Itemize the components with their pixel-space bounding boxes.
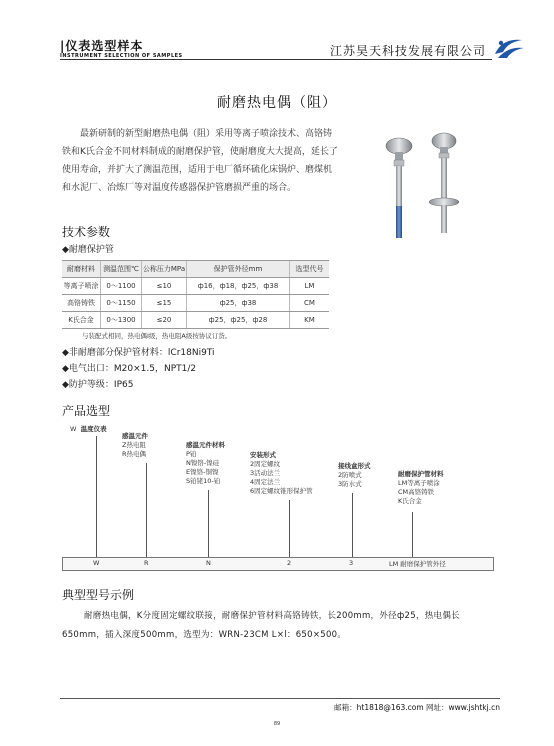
install-option: 2固定螺纹 bbox=[250, 460, 281, 468]
tube-material-option: CM高铬铸铁 bbox=[398, 488, 435, 496]
footer-contact: 邮箱：ht1818@163.com 网址：www.jshtkj.cn bbox=[334, 703, 500, 712]
material-option: S铂铑10-铂 bbox=[186, 477, 221, 485]
tech-heading: 技术参数 bbox=[62, 225, 111, 239]
series-title bbox=[60, 40, 183, 59]
selection-col-material bbox=[186, 441, 225, 486]
page-title: 耐磨热电偶（阻） bbox=[217, 95, 337, 111]
code-install: 2 bbox=[287, 559, 292, 567]
protect-tube-heading: ◆耐磨保护管 bbox=[62, 245, 114, 255]
tube-material-option: K氏合金 bbox=[398, 497, 422, 505]
connector-line bbox=[412, 512, 413, 557]
table-cell: CM bbox=[290, 295, 330, 312]
table-cell: ф25，ф38 bbox=[187, 295, 290, 312]
table-note: 与装配式相同，热电偶Ⅰ级，热电阻A级按协议订货。 bbox=[82, 332, 232, 340]
footer-rule bbox=[60, 698, 500, 699]
product-photo bbox=[372, 124, 500, 242]
selection-col-install bbox=[250, 451, 313, 496]
table-row bbox=[62, 278, 329, 295]
series-title-cn: |仪表选型样本 bbox=[60, 39, 144, 53]
element-option: R热电偶 bbox=[122, 450, 147, 458]
table-cell: 高铬铸铁 bbox=[62, 295, 101, 312]
table-cell: KM bbox=[290, 312, 330, 329]
install-option: 3活动法兰 bbox=[250, 469, 281, 477]
table-cell: ф16，ф18，ф25，ф38 bbox=[187, 278, 290, 295]
table-header-cell: 耐磨材料 bbox=[62, 261, 101, 278]
junction-box-option: 3防水式 bbox=[338, 480, 362, 488]
series-title-en: INSTRUMENT SELECTION OF SAMPLES bbox=[60, 53, 183, 59]
table-row bbox=[62, 312, 329, 329]
connector-line bbox=[146, 463, 147, 557]
selection-heading: 产品选型 bbox=[62, 404, 111, 418]
table-cell: ≤15 bbox=[142, 295, 187, 312]
element-heading: 感温元件 bbox=[122, 432, 148, 440]
table-header-cell: 测温范围℃ bbox=[101, 261, 142, 278]
table-cell: 0～1300 bbox=[101, 312, 142, 329]
code-instrument: W bbox=[93, 559, 100, 567]
connector-line bbox=[208, 490, 209, 557]
connector-line bbox=[96, 436, 97, 557]
table-cell: K氏合金 bbox=[62, 312, 101, 329]
company-name: 江苏昊天科技发展有限公司 bbox=[329, 44, 486, 58]
table-row bbox=[62, 295, 329, 312]
code-material: N bbox=[206, 559, 211, 567]
table-header-cell: 公称压力MPa bbox=[142, 261, 187, 278]
header-rule bbox=[60, 59, 492, 60]
table-cell: 0～1150 bbox=[101, 295, 142, 312]
tube-material-heading: 耐磨保护管材料 bbox=[398, 470, 444, 478]
selection-col-tube-material bbox=[398, 470, 444, 506]
table-header-cell: 选型代号 bbox=[290, 261, 330, 278]
example-paragraph: 耐磨热电偶，K分度固定螺纹联接，耐磨保护管材料高铬铸铁，长200mm，外径ф25，热电偶长650mm，插入深度500mm，选型为：WRN-23CM L×l：650×500。 bbox=[62, 611, 460, 640]
table-cell: ≤10 bbox=[142, 278, 187, 295]
junction-box-option: 2防喷式 bbox=[338, 471, 362, 479]
table-cell: LM bbox=[290, 278, 330, 295]
selection-col-instrument bbox=[70, 425, 107, 434]
table-cell: ≤20 bbox=[142, 312, 187, 329]
company-logo bbox=[492, 34, 526, 62]
code-junction-box: 3 bbox=[349, 559, 354, 567]
electrical-outlet-bullet: ◆电气出口：M20×1.5，NPT1/2 bbox=[62, 364, 197, 374]
install-option: 6固定螺纹锥形保护管 bbox=[250, 487, 313, 495]
material-option: E镍铬-铜镍 bbox=[186, 468, 219, 476]
install-heading: 安装形式 bbox=[250, 451, 276, 459]
connector-line bbox=[289, 500, 290, 557]
table-header-cell: 保护管外径mm bbox=[187, 261, 290, 278]
element-option: Z热电阻 bbox=[122, 441, 146, 449]
page-number: 89 bbox=[273, 721, 281, 727]
protection-level-bullet: ◆防护等级：IP65 bbox=[62, 380, 134, 390]
connector-line bbox=[352, 493, 353, 557]
tube-material-option: LM等离子喷涂 bbox=[398, 479, 440, 487]
code-element: R bbox=[144, 559, 149, 567]
selection-col-element bbox=[122, 432, 148, 459]
table-cell: 0～1100 bbox=[101, 278, 142, 295]
material-option: P铂 bbox=[186, 450, 197, 458]
example-heading: 典型型号示例 bbox=[62, 588, 135, 602]
table-header-row bbox=[62, 261, 329, 278]
intro-paragraph: 最新研制的新型耐磨热电偶（阻）采用等离子喷涂技术、高铬铸铁和K氏合金不同材料制成的耐磨保护管，使耐磨度大大提高，延长了使用寿命，并扩大了测温范围，适用于电厂循环硫化床锅炉、磨煤机和水泥厂、冶炼厂等对温度传感器保护管磨损严重的场合。 bbox=[62, 129, 338, 193]
table-cell: 等离子喷涂 bbox=[62, 278, 101, 295]
material-heading: 感温元件材料 bbox=[186, 441, 225, 449]
table-cell: ф25，ф25，ф28 bbox=[187, 312, 290, 329]
tube-material-bullet: ◆非耐磨部分保护管材料：lCr18Ni9Ti bbox=[62, 348, 215, 358]
code-tube-material: LM 耐磨保护管外径 bbox=[389, 560, 446, 568]
junction-box-heading: 接线盒形式 bbox=[338, 462, 371, 470]
spec-table bbox=[62, 260, 329, 329]
material-option: N镍铬-镍硅 bbox=[186, 459, 220, 467]
selection-col-junction-box bbox=[338, 462, 371, 489]
model-code-bar bbox=[62, 557, 494, 571]
install-option: 4固定法兰 bbox=[250, 478, 281, 486]
instrument-code: W bbox=[70, 425, 77, 433]
instrument-label: 温度仪表 bbox=[80, 425, 107, 433]
